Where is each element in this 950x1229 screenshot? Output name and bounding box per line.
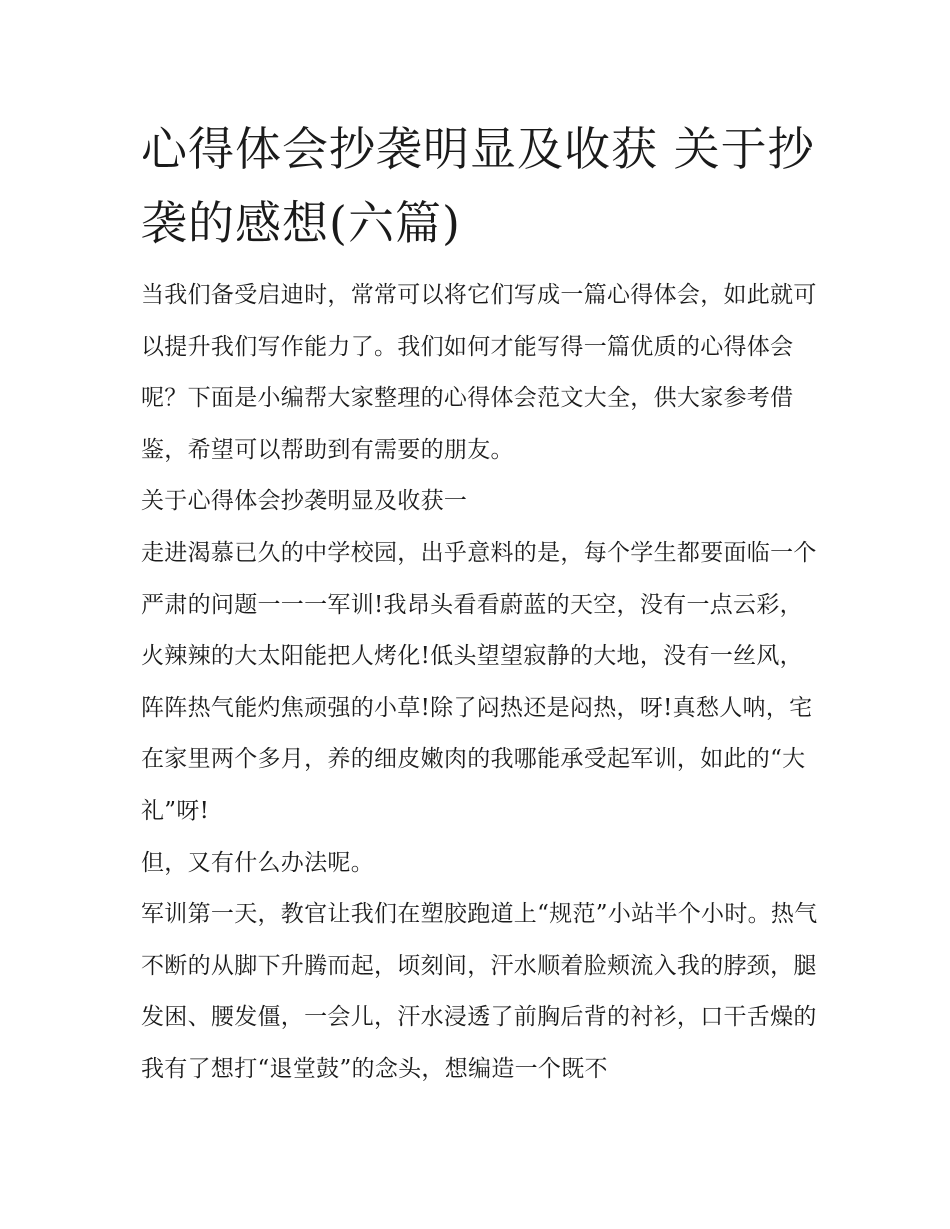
- body-paragraph: 但，又有什么办法呢。: [141, 849, 374, 876]
- document-title: 心得体会抄袭明显及收获 关于抄袭的感想(六篇): [141, 122, 815, 250]
- body-paragraph: 军训第一天，教官让我们在塑胶跑道上“规范”小站半个小时。热气不断的从脚下升腾而起，顷刻间，汗水顺着脸颊流入我的脖颈，腿发困、腰发僵，一会儿，汗水浸透了前胸后背的衬衫，口干舌燥的我有了想打“退堂鼓”的念头，想编造一个既不: [141, 901, 818, 1082]
- section-heading: 关于心得体会抄袭明显及收获一: [141, 488, 468, 515]
- intro-paragraph: 当我们备受启迪时，常常可以将它们写成一篇心得体会，如此就可以提升我们写作能力了。我们如何才能写得一篇优质的心得体会呢？下面是小编帮大家整理的心得体会范文大全，供大家参考借鉴，希望可以帮助到有需要的朋友。: [141, 282, 817, 463]
- body-paragraph: 走进渴慕已久的中学校园，出乎意料的是，每个学生都要面临一个严肃的问题一一一军训!我昂头看看蔚蓝的天空，没有一点云彩，火辣辣的大太阳能把人烤化!低头望望寂静的大地，没有一丝风，阵阵热气能灼焦顽强的小草!除了闷热还是闷热，呀!真愁人呐，宅在家里两个多月，养的细皮嫩肉的我哪能承受起军训，如此的“大礼”呀!: [141, 539, 817, 824]
- document-page: [141, 112, 821, 1096]
